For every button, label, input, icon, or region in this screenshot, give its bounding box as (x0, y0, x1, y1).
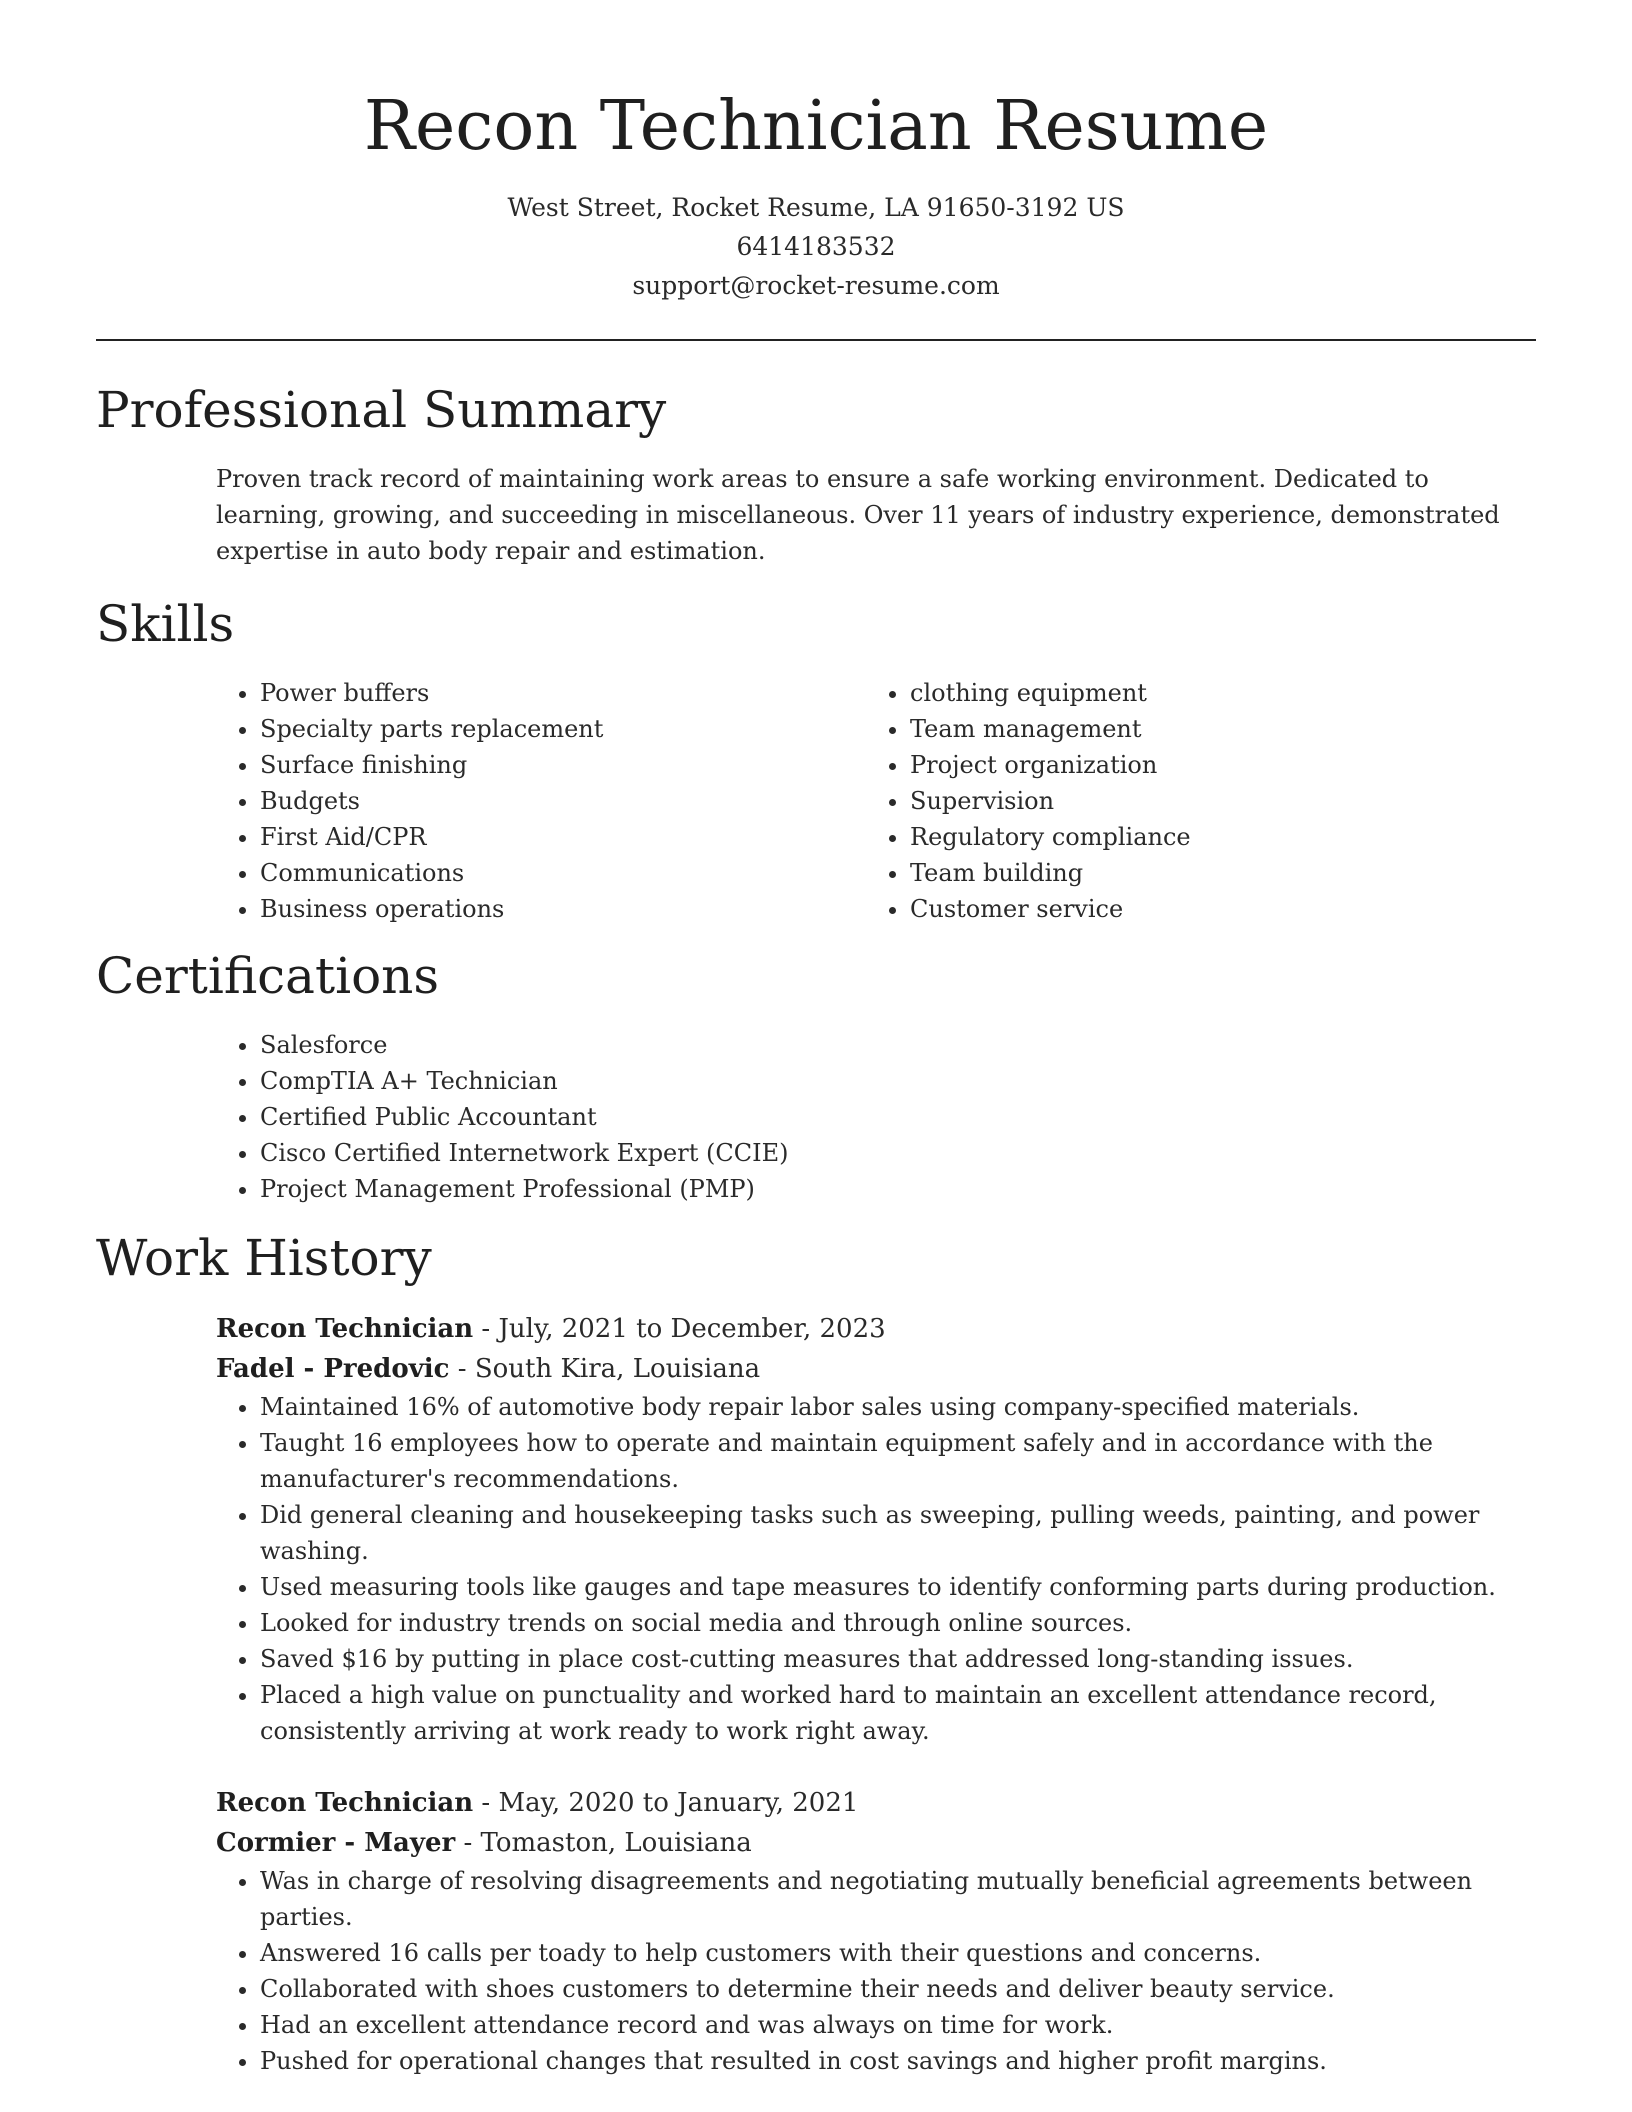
job-role: Recon Technician (216, 1314, 474, 1344)
list-item: • Business operations (260, 891, 866, 927)
list-item: • Did general cleaning and housekeeping tasks such as sweeping, pulling weeds, painting, and power washing. (260, 1497, 1536, 1569)
list-item: • Was in charge of resolving disagreements and negotiating mutually beneficial agreements between parties. (260, 1863, 1536, 1935)
skills-list-left (216, 675, 866, 927)
list-item: • Pushed for operational changes that resulted in cost savings and higher profit margins. (260, 2043, 1536, 2079)
job-role: Recon Technician (216, 1788, 474, 1818)
skills-heading: Skills (96, 595, 235, 653)
work-history-section (96, 1227, 1536, 2079)
list-item: • Looked for industry trends on social media and through online sources. (260, 1605, 1536, 1641)
list-item: • Used measuring tools like gauges and tape measures to identify conforming parts during production. (260, 1569, 1536, 1605)
list-item: • Team management (910, 711, 1536, 747)
skills-list-right (866, 675, 1536, 927)
job-location: - Tomaston, Louisiana (455, 1828, 752, 1858)
list-item: • Project Management Professional (PMP) (260, 1171, 1536, 1207)
certifications-list (216, 1027, 1536, 1207)
certifications-heading: Certifications (96, 947, 440, 1005)
list-item: • Team building (910, 855, 1536, 891)
job-company-line (216, 1823, 1536, 1863)
list-item: • Supervision (910, 783, 1536, 819)
list-item: • Specialty parts replacement (260, 711, 866, 747)
job-title-line (216, 1783, 1536, 1823)
list-item: • Communications (260, 855, 866, 891)
list-item: • Certified Public Accountant (260, 1099, 1536, 1135)
skills-columns (216, 675, 1536, 927)
resume-header (96, 0, 1536, 305)
list-item: • Taught 16 employees how to operate and maintain equipment safely and in accordance with the manufacturer's recommendations. (260, 1425, 1536, 1497)
list-item: • Answered 16 calls per toady to help customers with their questions and concerns. (260, 1935, 1536, 1971)
job-dates: - May, 2020 to January, 2021 (473, 1788, 859, 1818)
work-history-heading: Work History (96, 1229, 432, 1287)
list-item: • Budgets (260, 783, 866, 819)
phone: 6414183532 (736, 232, 896, 261)
list-item: • Regulatory compliance (910, 819, 1536, 855)
list-item: • Maintained 16% of automotive body repair labor sales using company-specified materials. (260, 1389, 1536, 1425)
list-item: • Customer service (910, 891, 1536, 927)
job-entry (216, 1783, 1536, 2079)
job-company: Fadel - Predovic (216, 1354, 450, 1384)
summary-heading: Professional Summary (96, 381, 667, 439)
list-item: • Had an excellent attendance record and was always on time for work. (260, 2007, 1536, 2043)
skills-column-left (216, 675, 866, 927)
certifications-section (96, 945, 1536, 1207)
address: West Street, Rocket Resume, LA 91650-3192 US (507, 193, 1125, 222)
summary-text: Proven track record of maintaining work areas to ensure a safe working environment. Dedicated to learning, growing, and succeeding in miscellaneous. Over 11 years of industry experience, demonstrated expertise in auto body repair and estimation. (216, 465, 1500, 565)
list-item: • Saved $16 by putting in place cost-cutting measures that addressed long-standing issues. (260, 1641, 1536, 1677)
list-item: • clothing equipment (910, 675, 1536, 711)
list-item: • CompTIA A+ Technician (260, 1063, 1536, 1099)
list-item: • First Aid/CPR (260, 819, 866, 855)
job-company-line (216, 1349, 1536, 1389)
job-entry (216, 1309, 1536, 1749)
certifications-list-wrap (216, 1027, 1536, 1207)
list-item: • Surface finishing (260, 747, 866, 783)
skills-column-right (866, 675, 1536, 927)
skills-section (96, 593, 1536, 927)
job-title-line (216, 1309, 1536, 1349)
resume-title: Recon Technician Resume (363, 87, 1269, 166)
list-item: • Collaborated with shoes customers to determine their needs and deliver beauty service. (260, 1971, 1536, 2007)
job-bullets (216, 1389, 1536, 1749)
contact-block (96, 188, 1536, 305)
list-item: • Cisco Certified Internetwork Expert (CCIE) (260, 1135, 1536, 1171)
list-item: • Power buffers (260, 675, 866, 711)
list-item: • Salesforce (260, 1027, 1536, 1063)
list-item: • Placed a high value on punctuality and worked hard to maintain an excellent attendance record, consistently arriving at work ready to work right away. (260, 1677, 1536, 1749)
list-item: • Project organization (910, 747, 1536, 783)
job-bullets (216, 1863, 1536, 2079)
job-dates: - July, 2021 to December, 2023 (473, 1314, 886, 1344)
header-divider (96, 339, 1536, 341)
email: support@rocket-resume.com (632, 271, 1000, 300)
job-company: Cormier - Mayer (216, 1828, 456, 1858)
job-location: - South Kira, Louisiana (449, 1354, 761, 1384)
summary-section (96, 379, 1536, 569)
